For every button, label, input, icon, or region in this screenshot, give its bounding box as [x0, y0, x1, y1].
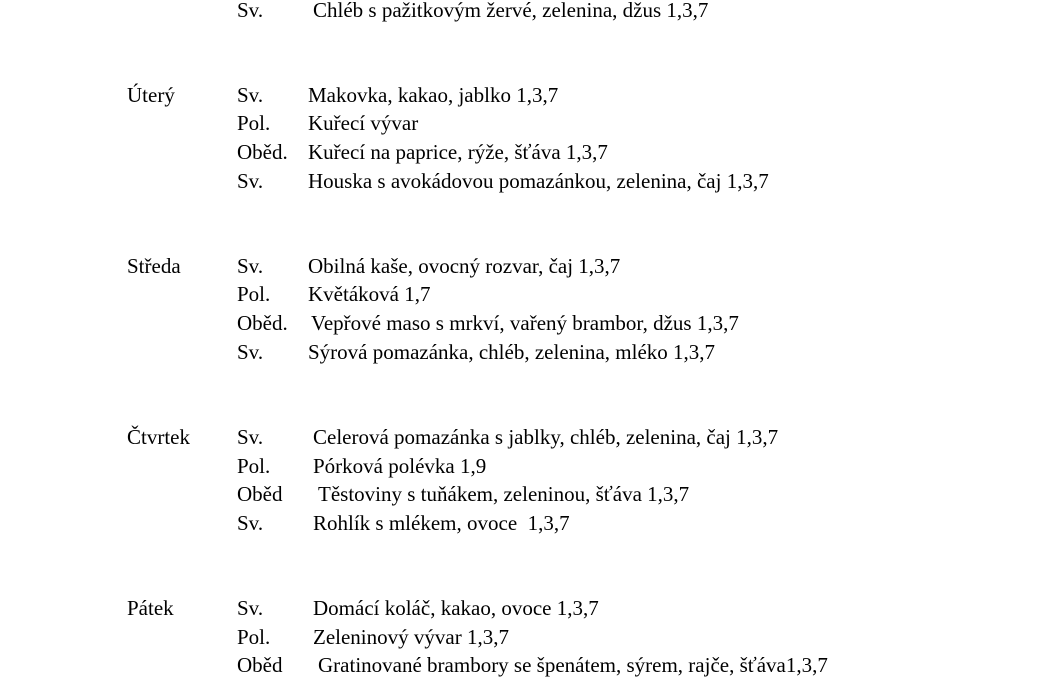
patek-meal-label-2: Pol. — [237, 625, 271, 649]
utery-meal-text-1: Makovka, kakao, jablko 1,3,7 — [308, 83, 559, 107]
patek-meal-text-1: Domácí koláč, kakao, ovoce 1,3,7 — [313, 596, 599, 620]
intro-meal-label: Sv. — [237, 0, 264, 22]
day-label-streda: Středa — [127, 254, 181, 278]
ctvrtek-meal-text-4: Rohlík s mlékem, ovoce 1,3,7 — [313, 511, 570, 535]
streda-meal-label-4: Sv. — [237, 340, 264, 364]
utery-meal-label-2: Pol. — [237, 111, 271, 135]
streda-meal-label-1: Sv. — [237, 254, 264, 278]
patek-meal-label-1: Sv. — [237, 596, 264, 620]
ctvrtek-meal-label-4: Sv. — [237, 511, 264, 535]
ctvrtek-meal-label-2: Pol. — [237, 454, 271, 478]
ctvrtek-meal-text-2: Pórková polévka 1,9 — [313, 454, 487, 478]
ctvrtek-meal-text-1: Celerová pomazánka s jablky, chléb, zelenina, čaj 1,3,7 — [313, 425, 779, 449]
streda-meal-text-2: Květáková 1,7 — [308, 282, 431, 306]
streda-meal-label-2: Pol. — [237, 282, 271, 306]
day-label-ctvrtek: Čtvrtek — [127, 425, 190, 449]
utery-meal-text-2: Kuřecí vývar — [308, 111, 419, 135]
patek-meal-text-2: Zeleninový vývar 1,3,7 — [313, 625, 509, 649]
ctvrtek-meal-text-3: Těstoviny s tuňákem, zeleninou, šťáva 1,3,7 — [318, 482, 690, 506]
utery-meal-label-1: Sv. — [237, 83, 264, 107]
streda-meal-text-4: Sýrová pomazánka, chléb, zelenina, mléko 1,3,7 — [308, 340, 716, 364]
ctvrtek-meal-label-3: Oběd — [237, 482, 283, 506]
ctvrtek-meal-label-1: Sv. — [237, 425, 264, 449]
streda-meal-text-1: Obilná kaše, ovocný rozvar, čaj 1,3,7 — [308, 254, 621, 278]
utery-meal-label-4: Sv. — [237, 169, 264, 193]
streda-meal-text-3: Vepřové maso s mrkví, vařený brambor, džus 1,3,7 — [311, 311, 739, 335]
utery-meal-label-3: Oběd. — [237, 140, 288, 164]
utery-meal-text-3: Kuřecí na paprice, rýže, šťáva 1,3,7 — [308, 140, 608, 164]
patek-meal-text-3: Gratinované brambory se špenátem, sýrem, rajče, šťáva1,3,7 — [318, 653, 828, 677]
day-label-utery: Úterý — [127, 83, 175, 107]
patek-meal-label-3: Oběd — [237, 653, 283, 677]
streda-meal-label-3: Oběd. — [237, 311, 288, 335]
intro-meal-text: Chléb s pažitkovým žervé, zelenina, džus 1,3,7 — [313, 0, 709, 22]
utery-meal-text-4: Houska s avokádovou pomazánkou, zelenina, čaj 1,3,7 — [308, 169, 769, 193]
day-label-patek: Pátek — [127, 596, 174, 620]
